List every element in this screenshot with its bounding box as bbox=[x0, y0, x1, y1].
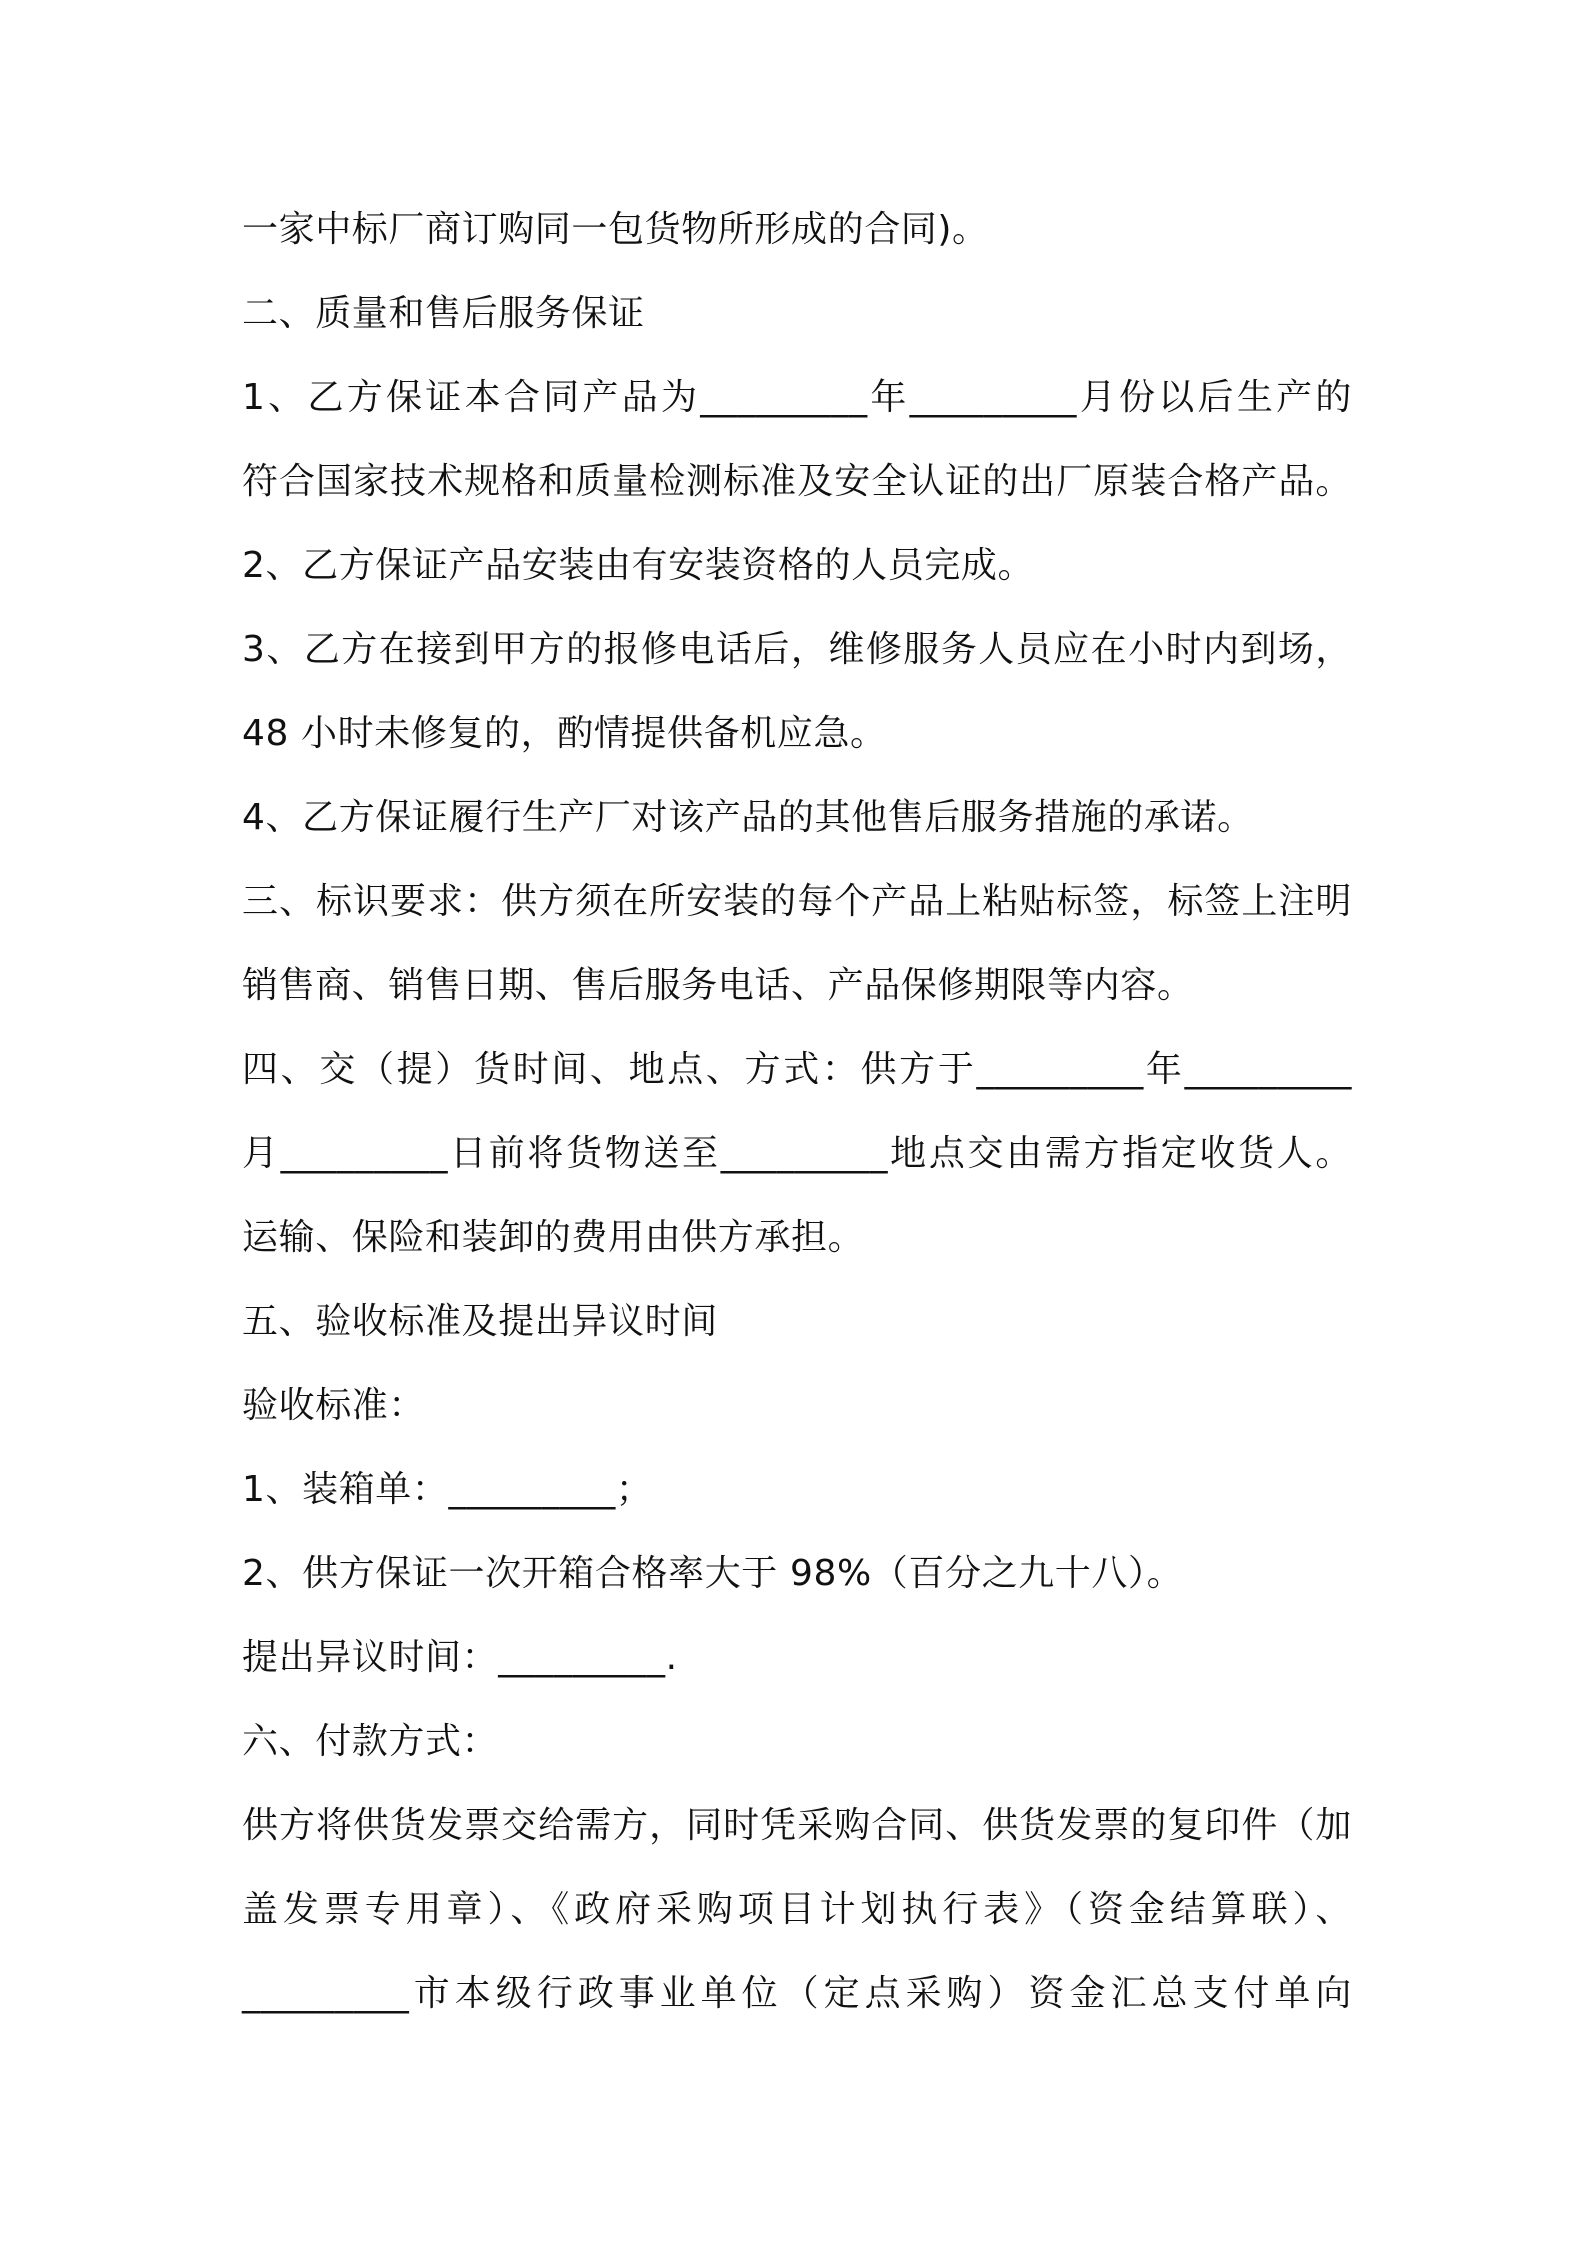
text-line: _________市本级行政事业单位（定点采购）资金汇总支付单向 bbox=[242, 1973, 1352, 2014]
text-line: 供方将供货发票交给需方，同时凭采购合同、供货发票的复印件（加 bbox=[242, 1805, 1352, 1846]
section-heading-quality: 二、质量和售后服务保证 bbox=[242, 293, 645, 334]
section-heading-payment: 六、付款方式： bbox=[242, 1721, 499, 1762]
text-line: 符合国家技术规格和质量检测标准及安全认证的出厂原装合格产品。 bbox=[242, 461, 1352, 502]
text-line: 运输、保险和装卸的费用由供方承担。 bbox=[242, 1217, 865, 1258]
text-line: 1、乙方保证本合同产品为_________年_________月份以后生产的 bbox=[242, 377, 1352, 418]
text-line: 4、乙方保证履行生产厂对该产品的其他售后服务措施的承诺。 bbox=[242, 797, 1254, 838]
text-line: 销售商、销售日期、售后服务电话、产品保修期限等内容。 bbox=[242, 965, 1194, 1006]
text-line: 盖发票专用章）、《政府采购项目计划执行表》（资金结算联）、 bbox=[242, 1889, 1352, 1930]
section-heading-delivery: 四、交（提）货时间、地点、方式：供方于_________年_________ bbox=[242, 1049, 1352, 1090]
text-line: 3、乙方在接到甲方的报修电话后，维修服务人员应在小时内到场， bbox=[242, 629, 1352, 670]
text-line: 月_________日前将货物送至_________地点交由需方指定收货人。 bbox=[242, 1133, 1352, 1174]
text-line: 48 小时未修复的，酌情提供备机应急。 bbox=[242, 713, 887, 754]
section-heading-acceptance: 五、验收标准及提出异议时间 bbox=[242, 1301, 718, 1342]
text-line: 提出异议时间：_________. bbox=[242, 1637, 678, 1678]
section-heading-labeling: 三、标识要求：供方须在所安装的每个产品上粘贴标签，标签上注明 bbox=[242, 881, 1352, 922]
text-line: 1、装箱单：_________； bbox=[242, 1469, 653, 1510]
text-line: 一家中标厂商订购同一包货物所形成的合同)。 bbox=[242, 209, 989, 250]
text-line: 2、乙方保证产品安装由有安装资格的人员完成。 bbox=[242, 545, 1035, 586]
text-line: 2、供方保证一次开箱合格率大于 98%（百分之九十八）。 bbox=[242, 1553, 1184, 1594]
text-line: 验收标准： bbox=[242, 1385, 426, 1426]
